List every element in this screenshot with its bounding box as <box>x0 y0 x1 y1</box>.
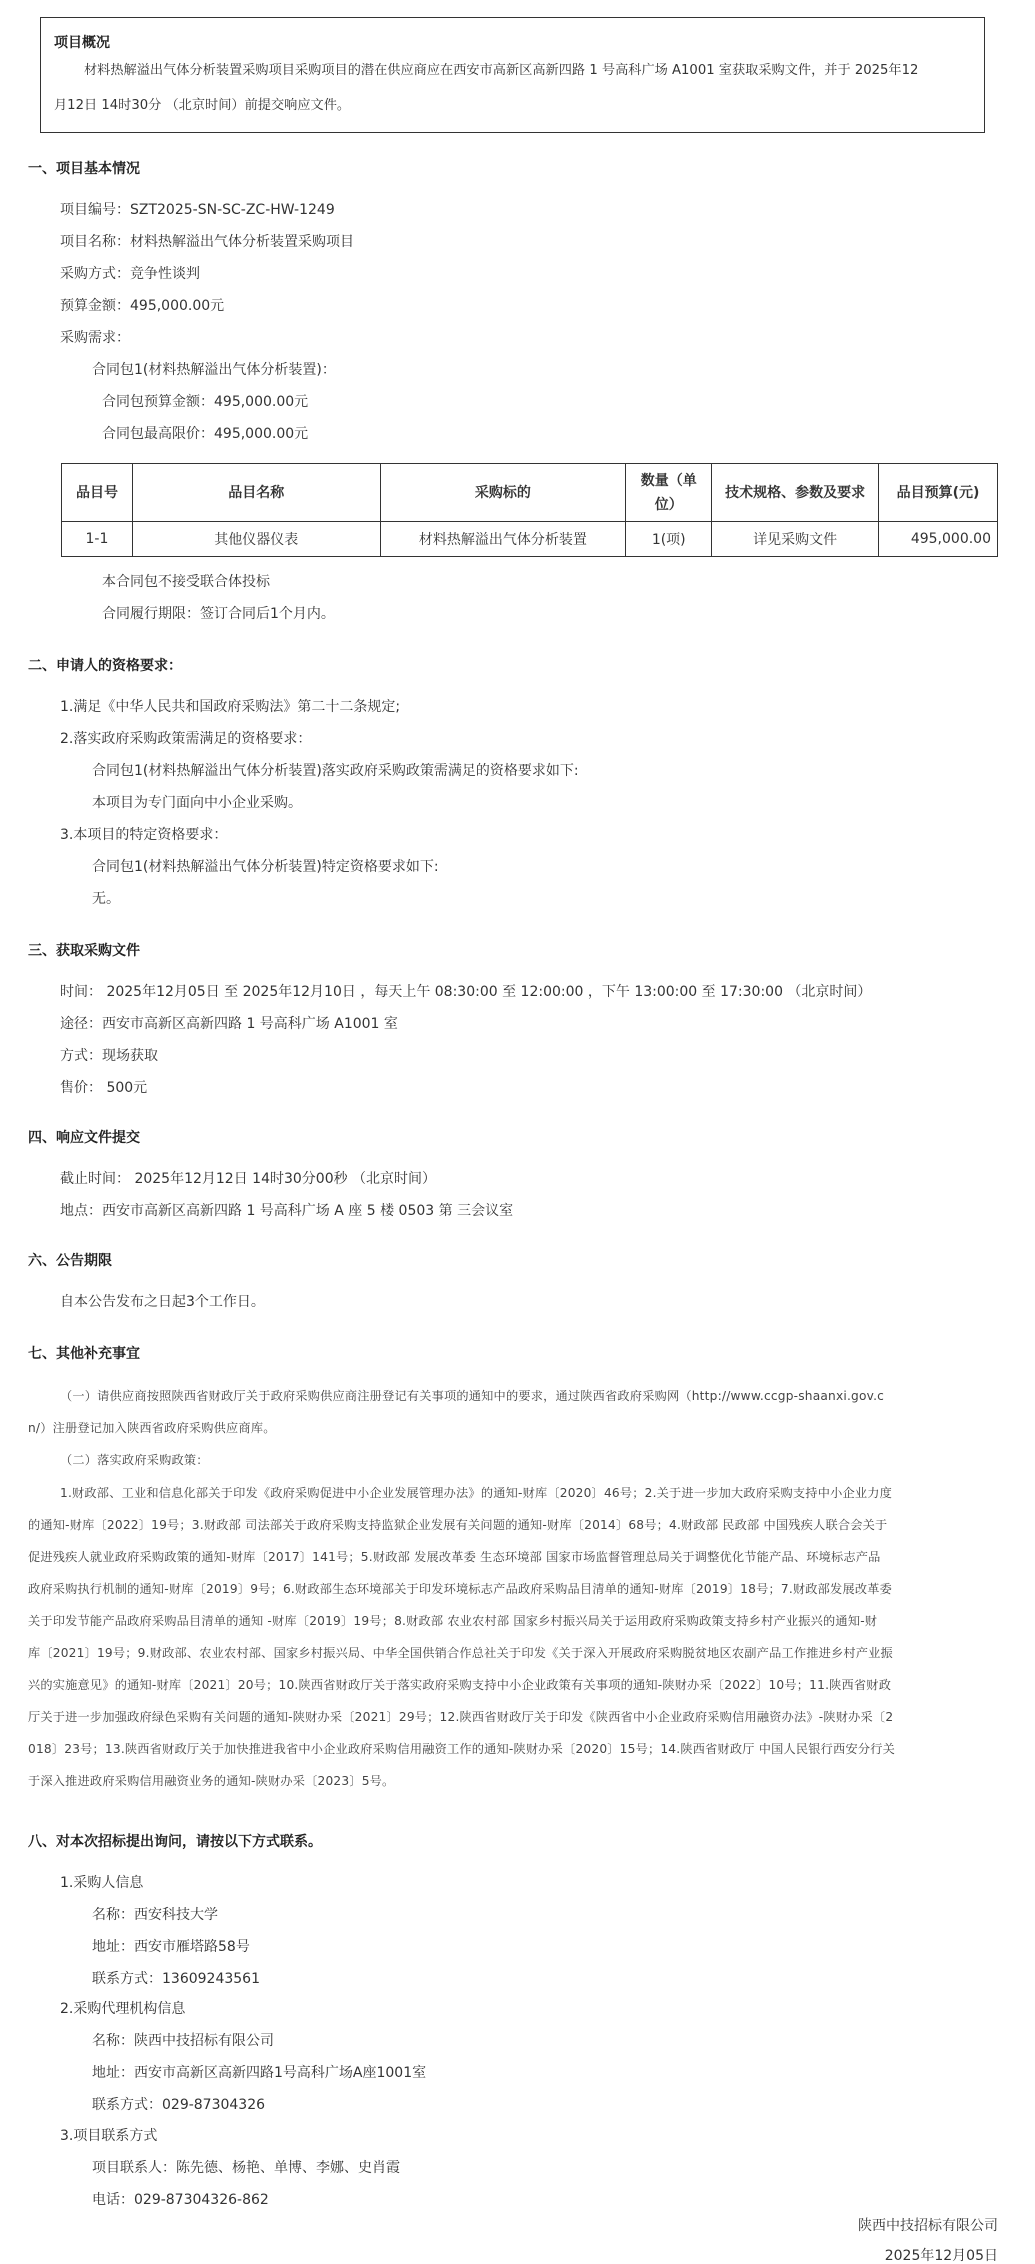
notice-line-5: 的通知-财库〔2022〕19号；3.财政部 司法部关于政府采购支持监狱企业发展有关问题的通知-财库〔2014〕68号；4.财政部 民政部 中国残疾人联合会关于 <box>28 1518 888 1532</box>
agency-phone: 联系方式：029-87304326 <box>92 2097 266 2113</box>
header-item-no: 品目号 <box>62 464 133 522</box>
summary-line-2: 月12日 14时30分 （北京时间）前提交响应文件。 <box>54 98 351 113</box>
table-row <box>62 522 998 557</box>
qualification-item-2: 2.落实政府采购政策需满足的资格要求： <box>60 731 312 747</box>
cell-item-no: 1-1 <box>62 522 133 557</box>
submit-location: 地点：西安市高新区高新四路 1 号高科广场 A 座 5 楼 0503 第 三会议室 <box>60 1203 514 1219</box>
header-specs: 技术规格、参数及要求 <box>712 464 879 522</box>
notice-line-2: n/）注册登记加入陕西省政府采购供应商库。 <box>28 1421 276 1435</box>
acquire-place: 途径：西安市高新区高新四路 1 号高科广场 A1001 室 <box>60 1016 398 1032</box>
buyer-header: 1.采购人信息 <box>60 1875 144 1891</box>
agency-header: 2.采购代理机构信息 <box>60 2001 186 2017</box>
buyer-name: 名称：西安科技大学 <box>92 1907 218 1923</box>
section-3-title: 三、获取采购文件 <box>28 943 140 959</box>
notice-line-13: 于深入推进政府采购信用融资业务的通知-陕财办采〔2023〕5号。 <box>28 1774 395 1788</box>
footer-date: 2025年12月05日 <box>884 2248 998 2264</box>
header-item-name: 品目名称 <box>132 464 380 522</box>
contact-header: 3.项目联系方式 <box>60 2128 158 2144</box>
cell-subject: 材料热解溢出气体分析装置 <box>380 522 626 557</box>
cell-item-budget: 495,000.00 <box>879 522 998 557</box>
qualification-item-1: 1.满足《中华人民共和国政府采购法》第二十二条规定; <box>60 699 401 715</box>
qualification-item-2-sub: 合同包1(材料热解溢出气体分析装置)落实政府采购政策需满足的资格要求如下: <box>92 763 579 779</box>
notice-line-10: 兴的实施意见》的通知-财库〔2021〕20号；10.陕西省财政厅关于落实政府采购支持中小企业政策有关事项的通知-陕财办采〔2022〕10号；11.陕西省财政 <box>28 1678 892 1692</box>
notice-line-12: 018〕23号；13.陕西省财政厅关于加快推进我省中小企业政府采购信用融资工作的通知-陕财办采〔2020〕15号；14.陕西省财政厅 中国人民银行西安分行关 <box>28 1742 895 1756</box>
project-number: 项目编号：SZT2025-SN-SC-ZC-HW-1249 <box>60 202 335 218</box>
section-2-title: 二、申请人的资格要求： <box>28 658 182 674</box>
notice-line-11: 厅关于进一步加强政府绿色采购有关问题的通知-陕财办采〔2021〕29号；12.陕西省财政厅关于印发《陕西省中小企业政府采购信用融资办法》-陕财办采〔2 <box>28 1710 894 1724</box>
acquire-time: 时间： 2025年12月05日 至 2025年12月10日 ，每天上午 08:30:00 至 12:00:00 ，下午 13:00:00 至 17:30:00 （北京时间） <box>60 984 872 1000</box>
project-name: 项目名称：材料热解溢出气体分析装置采购项目 <box>60 234 354 250</box>
section-6-title: 六、公告期限 <box>28 1253 112 1269</box>
contract-period: 合同履行期限：签订合同后1个月内。 <box>102 606 335 622</box>
header-quantity: 数量（单位） <box>626 464 712 522</box>
announcement-period: 自本公告发布之日起3个工作日。 <box>60 1294 265 1310</box>
section-7-title: 七、其他补充事宜 <box>28 1346 140 1362</box>
contact-people: 项目联系人：陈先德、杨艳、单博、李娜、史肖霞 <box>92 2160 400 2176</box>
no-consortium-note: 本合同包不接受联合体投标 <box>102 574 270 590</box>
notice-line-4: 1.财政部、工业和信息化部关于印发《政府采购促进中小企业发展管理办法》的通知-财库〔2020〕46号；2.关于进一步加大政府采购支持中小企业力度 <box>60 1486 893 1500</box>
acquire-way: 方式：现场获取 <box>60 1048 158 1064</box>
acquire-price: 售价： 500元 <box>60 1080 148 1096</box>
agency-name: 名称：陕西中技招标有限公司 <box>92 2033 274 2049</box>
table-header-row <box>62 464 998 522</box>
header-item-budget: 品目预算(元) <box>879 464 998 522</box>
cell-specs: 详见采购文件 <box>712 522 879 557</box>
buyer-phone: 联系方式：13609243561 <box>92 1971 260 1987</box>
cell-item-name: 其他仪器仪表 <box>132 522 380 557</box>
header-subject: 采购标的 <box>380 464 626 522</box>
notice-line-9: 库〔2021〕19号；9.财政部、农业农村部、国家乡村振兴局、中华全国供销合作总社关于印发《关于深入开展政府采购脱贫地区农副产品工作推进乡村产业振 <box>28 1646 893 1660</box>
qualification-item-3: 3.本项目的特定资格要求： <box>60 827 228 843</box>
summary-title: 项目概况 <box>54 35 110 51</box>
contact-tel: 电话：029-87304326-862 <box>92 2192 269 2208</box>
qualification-item-3-sub: 合同包1(材料热解溢出气体分析装置)特定资格要求如下: <box>92 859 439 875</box>
qualification-item-2-detail: 本项目为专门面向中小企业采购。 <box>92 795 302 811</box>
notice-line-8: 关于印发节能产品政府采购品目清单的通知 -财库〔2019〕19号；8.财政部 农业农村部 国家乡村振兴局关于运用政府采购政策支持乡村产业振兴的通知-财 <box>28 1614 878 1628</box>
notice-line-1: （一）请供应商按照陕西省财政厅关于政府采购供应商注册登记有关事项的通知中的要求，通过陕西省政府采购网（http://www.ccgp-shaanxi.gov.c <box>60 1389 885 1403</box>
notice-line-7: 政府采购执行机制的通知-财库〔2019〕9号；6.财政部生态环境部关于印发环境标志产品政府采购品目清单的通知-财库〔2019〕18号；7.财政部发展改革委 <box>28 1582 892 1596</box>
section-1-title: 一、项目基本情况 <box>28 161 140 177</box>
section-8-title: 八、对本次招标提出询问，请按以下方式联系。 <box>28 1834 322 1850</box>
summary-line-1: 材料热解溢出气体分析装置采购项目采购项目的潜在供应商应在西安市高新区高新四路 1 号高科广场 A1001 室获取采购文件，并于 2025年12 <box>84 63 919 78</box>
notice-line-6: 促进残疾人就业政府采购政策的通知-财库〔2017〕141号；5.财政部 发展改革委 生态环境部 国家市场监督管理总局关于调整优化节能产品、环境标志产品 <box>28 1550 881 1564</box>
section-4-title: 四、响应文件提交 <box>28 1130 140 1146</box>
package-title: 合同包1(材料热解溢出气体分析装置)： <box>92 362 336 378</box>
cell-quantity: 1(项) <box>626 522 712 557</box>
notice-line-3: （二）落实政府采购政策： <box>60 1453 209 1467</box>
budget-amount: 预算金额：495,000.00元 <box>60 298 225 314</box>
qualification-item-3-detail: 无。 <box>92 891 120 907</box>
procurement-method: 采购方式：竞争性谈判 <box>60 266 200 282</box>
package-items-table <box>61 463 998 557</box>
procurement-requirement: 采购需求： <box>60 330 130 346</box>
footer-company: 陕西中技招标有限公司 <box>858 2218 998 2234</box>
submit-deadline: 截止时间： 2025年12月12日 14时30分00秒 （北京时间） <box>60 1171 437 1187</box>
package-max-price: 合同包最高限价：495,000.00元 <box>102 426 309 442</box>
agency-address: 地址：西安市高新区高新四路1号高科广场A座1001室 <box>92 2065 427 2081</box>
buyer-address: 地址：西安市雁塔路58号 <box>92 1939 250 1955</box>
package-budget: 合同包预算金额：495,000.00元 <box>102 394 309 410</box>
